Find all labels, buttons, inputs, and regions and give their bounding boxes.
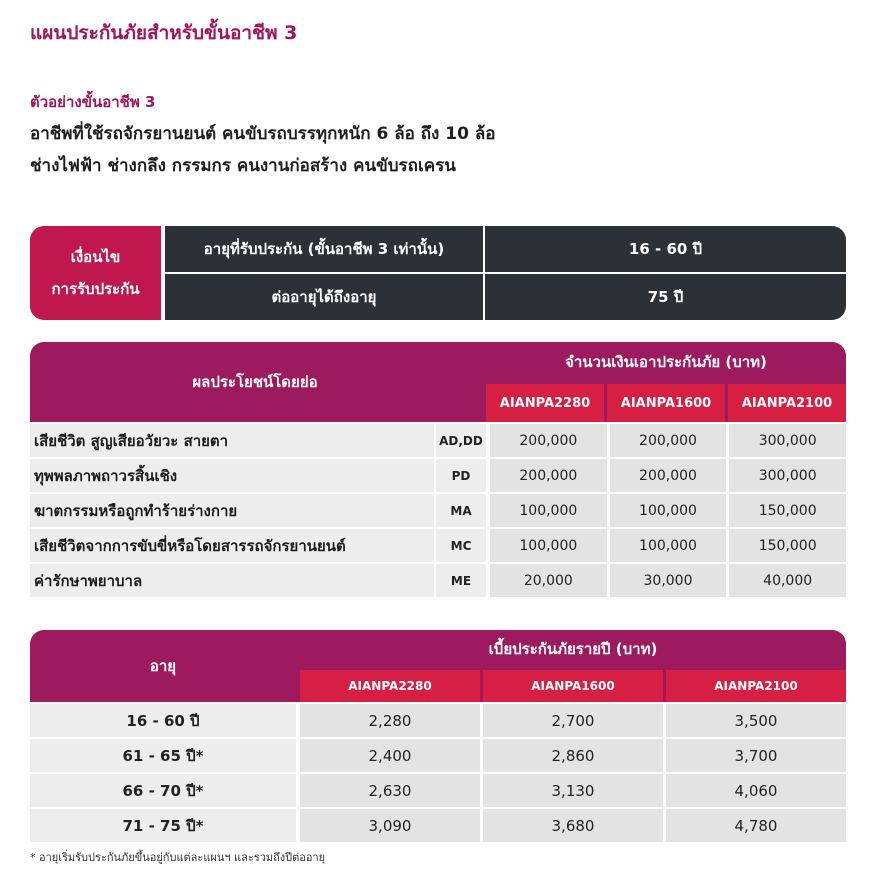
premium-value: 4,060 (666, 774, 846, 807)
benefit-code: ME (434, 564, 486, 597)
premiums-table-body (30, 704, 846, 844)
table-row (30, 739, 846, 774)
benefits-header (30, 342, 846, 422)
conditions-row (165, 272, 846, 320)
benefit-plan-header: AIANPA1600 (607, 384, 725, 422)
premium-value: 3,700 (666, 739, 846, 772)
description-line-1: อาชีพที่ใช้รถจักรยานยนต์ คนขับรถบรรทุกหนัก 6 ล้อ ถึง 10 ล้อ (30, 124, 496, 144)
premiums-header-left: อายุ (149, 657, 177, 675)
benefit-name: เสียชีวิตจากการขับขี่หรือโดยสารรถจักรยานยนต์ (30, 529, 434, 562)
benefits-header-right: จำนวนเงินเอาประกันภัย (บาท) (565, 353, 767, 371)
premium-value: 2,400 (300, 739, 480, 772)
benefit-value: 20,000 (490, 564, 607, 597)
premium-value: 3,680 (483, 809, 663, 842)
premium-value: 4,780 (666, 809, 846, 842)
table-row (30, 459, 846, 494)
table-row (30, 494, 846, 529)
table-row (30, 704, 846, 739)
premiums-header (30, 630, 846, 702)
table-row (30, 809, 846, 844)
benefit-value: 200,000 (610, 424, 727, 457)
premium-value: 2,700 (483, 704, 663, 737)
premiums-header-right: เบี้ยประกันภัยรายปี (บาท) (488, 640, 658, 658)
benefit-value: 30,000 (610, 564, 727, 597)
benefit-name: ฆาตกรรมหรือถูกทำร้ายร่างกาย (30, 494, 434, 527)
premium-value: 2,280 (300, 704, 480, 737)
table-row (30, 774, 846, 809)
benefit-plan-header: AIANPA2280 (486, 384, 604, 422)
premium-plan-header: AIANPA2280 (300, 670, 480, 702)
condition-label: อายุที่รับประกัน (ขั้นอาชีพ 3 เท่านั้น) (165, 226, 485, 272)
condition-label: ต่ออายุได้ถึงอายุ (165, 274, 485, 320)
premium-value: 3,500 (666, 704, 846, 737)
benefit-code: MA (434, 494, 486, 527)
premium-age: 71 - 75 ปี* (30, 809, 296, 842)
benefit-name: ค่ารักษาพยาบาล (30, 564, 434, 597)
premium-plan-header: AIANPA2100 (666, 670, 846, 702)
premium-value: 3,130 (483, 774, 663, 807)
table-row (30, 529, 846, 564)
benefit-plan-header: AIANPA2100 (728, 384, 846, 422)
benefit-value: 100,000 (610, 529, 727, 562)
benefit-code: AD,DD (434, 424, 486, 457)
benefit-value: 100,000 (490, 529, 607, 562)
footnote: * อายุเริ่มรับประกันภัยขึ้นอยู่กับแต่ละแผนฯ และรวมถึงปีต่ออายุ (30, 851, 326, 864)
conditions-label-line-2: การรับประกัน (51, 280, 140, 298)
table-row (30, 564, 846, 599)
benefit-value: 100,000 (610, 494, 727, 527)
table-row (30, 424, 846, 459)
benefit-code: MC (434, 529, 486, 562)
benefits-header-left: ผลประโยชน์โดยย่อ (192, 373, 318, 391)
benefit-value: 300,000 (729, 424, 846, 457)
premium-plan-header: AIANPA1600 (483, 670, 663, 702)
example-heading: ตัวอย่างขั้นอาชีพ 3 (30, 93, 156, 111)
conditions-row (165, 226, 846, 272)
conditions-table (30, 226, 846, 320)
benefit-name: เสียชีวิต สูญเสียอวัยวะ สายตา (30, 424, 434, 457)
condition-value: 75 ปี (647, 288, 684, 306)
premium-age: 66 - 70 ปี* (30, 774, 296, 807)
benefit-value: 200,000 (490, 424, 607, 457)
benefit-value: 40,000 (729, 564, 846, 597)
benefit-value: 200,000 (490, 459, 607, 492)
benefit-value: 200,000 (610, 459, 727, 492)
premium-value: 2,630 (300, 774, 480, 807)
conditions-label (30, 226, 161, 320)
benefit-value: 150,000 (729, 529, 846, 562)
benefit-value: 100,000 (490, 494, 607, 527)
premium-value: 3,090 (300, 809, 480, 842)
benefits-table-body (30, 424, 846, 599)
description-line-2: ช่างไฟฟ้า ช่างกลึง กรรมกร คนงานก่อสร้าง คนขับรถเครน (30, 156, 456, 176)
benefit-code: PD (434, 459, 486, 492)
benefit-value: 150,000 (729, 494, 846, 527)
condition-value: 16 - 60 ปี (628, 240, 703, 258)
benefit-name: ทุพพลภาพถาวรสิ้นเชิง (30, 459, 434, 492)
conditions-label-line-1: เงื่อนไข (70, 248, 121, 266)
page-title: แผนประกันภัยสำหรับขั้นอาชีพ 3 (30, 22, 298, 44)
benefit-value: 300,000 (729, 459, 846, 492)
premium-age: 16 - 60 ปี (30, 704, 296, 737)
premium-age: 61 - 65 ปี* (30, 739, 296, 772)
premium-value: 2,860 (483, 739, 663, 772)
